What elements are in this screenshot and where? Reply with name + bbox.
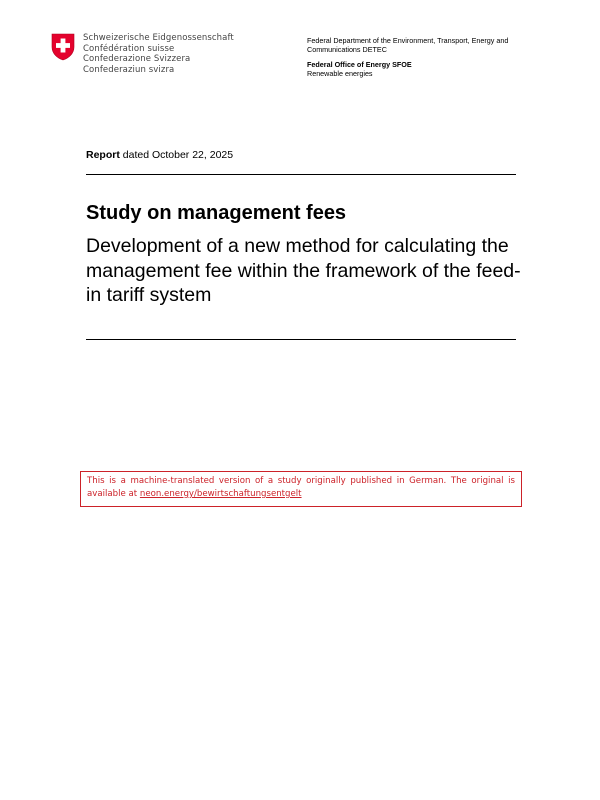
division-name: Renewable energies bbox=[307, 69, 373, 79]
page-title: Study on management fees bbox=[86, 202, 347, 224]
report-date: dated October 22, 2025 bbox=[119, 149, 234, 161]
confederation-names bbox=[83, 33, 234, 75]
name-german: Schweizerische Eidgenossenschaft bbox=[83, 33, 234, 43]
department-block bbox=[307, 36, 557, 79]
original-study-link[interactable]: neon.energy/bewirtschaftungsentgelt bbox=[139, 489, 302, 499]
bottom-divider bbox=[86, 339, 516, 340]
top-divider bbox=[86, 174, 516, 175]
swiss-cross-icon bbox=[51, 33, 75, 61]
report-label: Report bbox=[86, 149, 120, 161]
translation-notice bbox=[80, 471, 522, 507]
page-subtitle: Development of a new method for calculating the management fee within the framework of the feed-in tariff system bbox=[86, 235, 521, 306]
department-name: Federal Department of the Environment, Transport, Energy and Communications DETEC bbox=[307, 36, 509, 55]
notice-text: This is a machine-translated version of a study originally published in German. The original is available at bbox=[87, 476, 515, 499]
report-date-line bbox=[86, 149, 233, 162]
name-italian: Confederazione Svizzera bbox=[83, 54, 191, 64]
name-romansh: Confederaziun svizra bbox=[83, 64, 175, 75]
name-french: Confédération suisse bbox=[83, 43, 175, 54]
office-name: Federal Office of Energy SFOE bbox=[307, 59, 412, 69]
